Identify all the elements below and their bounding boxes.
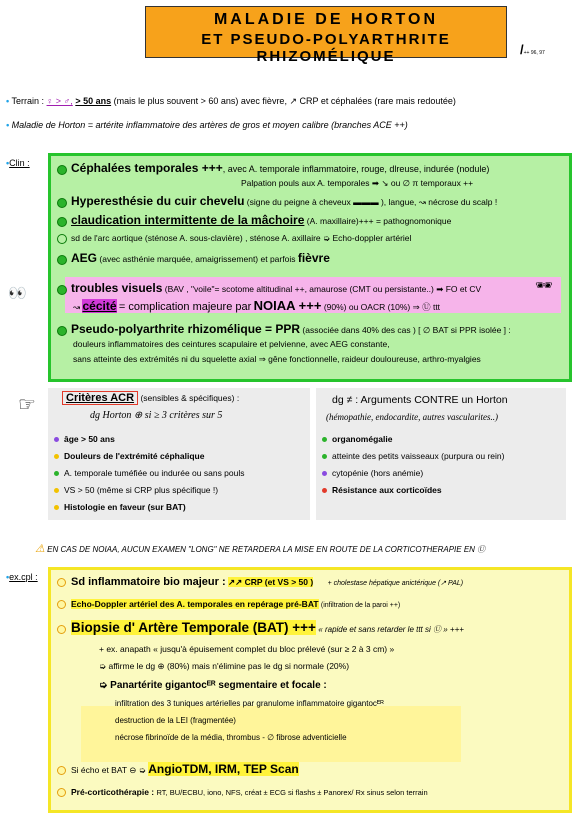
exam-line-11: Pré-corticothérapie : RT, BU/ECBU, iono, NFS, créat ± ECG si flashs ± Panorex/ Rx sinus selon terrain — [57, 787, 428, 797]
clin-line-5: sd de l'arc aortique (sténose A. sous-clavière) , sténose A. axillaire ➭ Echo-doppler artériel — [57, 233, 411, 244]
title-line2: ET PSEUDO-POLYARTHRITE RHIZOMÉLIQUE — [201, 31, 451, 65]
title-box — [145, 6, 507, 65]
exam-line-6: ➭ Panartérite gigantocᴱᴿ segmentaire et focale : — [99, 680, 327, 691]
exam-line-10: Si écho et BAT ⊖ ➭ AngioTDM, IRM, TEP Scan — [57, 762, 299, 776]
clin-line-6: AEG (avec asthénie marquée, amaigrissement) et parfois fièvre — [57, 251, 330, 265]
contre-dot — [322, 437, 327, 442]
contre-subtitle: (hémopathie, endocardite, autres vascularites..) — [326, 412, 499, 422]
corner-mark: /++ 96, 97 — [520, 42, 545, 57]
clin-line-8: ↝ cécité = complication majeure par NOIAA +++ (90%) ou OACR (10%) ⇒ Ⓤ ttt — [73, 298, 441, 313]
exam-line-7: infiltration des 3 tuniques artérielles par granulome inflammatoire gigantocᴱᴿ — [115, 699, 384, 708]
acr-item: âge > 50 ans — [54, 434, 115, 444]
warning-icon: ⚠ — [35, 543, 45, 555]
clin-line-2: Palpation pouls aux A. temporales ➡ ↘ ou ∅ π temporaux ++ — [241, 178, 474, 188]
excpl-label: •ex.cpl : — [6, 572, 38, 582]
clin-line-1: Céphalées temporales +++, avec A. temporale inflammatoire, rouge, dlreuse, indurée (nodule) — [57, 161, 489, 175]
exam-line-1: Sd inflammatoire bio majeur : ↗↗ CRP (et VS > 50 ) + cholestase hépatique anictérique (↗ PAL) — [57, 576, 463, 588]
contre-item: atteinte des petits vaisseaux (purpura ou rein) — [322, 451, 504, 461]
acr-item: Douleurs de l'extrémité céphalique — [54, 451, 204, 461]
acr-item: VS > 50 (même si CRP plus spécifique !) — [54, 485, 218, 495]
exam-line-8: destruction de la LEI (fragmentée) — [115, 716, 236, 725]
acr-subtitle: dg Horton ⊕ si ≥ 3 critères sur 5 — [90, 410, 223, 421]
contre-box — [316, 388, 566, 520]
contre-title: dg ≠ : Arguments CONTRE un Horton — [332, 394, 508, 406]
warning-line: ⚠ EN CAS DE NOIAA, AUCUN EXAMEN "LONG" NE RETARDERA LA MISE EN ROUTE DE LA CORTICOTHERAPIE EN Ⓤ — [35, 543, 486, 555]
acr-dot — [54, 454, 59, 459]
clin-label: •Clin : — [6, 158, 30, 168]
contre-dot — [322, 454, 327, 459]
contre-item: organomégalie — [322, 434, 392, 444]
eyes-icon: 👀 — [8, 285, 27, 302]
exam-line-4: + ex. anapath « jusqu'à épuisement complet du bloc prélevé (sur ≥ 2 à 3 cm) » — [99, 644, 395, 654]
acr-item: A. temporale tuméfiée ou indurée ou sans pouls — [54, 468, 245, 478]
acr-dot — [54, 505, 59, 510]
contre-item: cytopénie (hors anémie) — [322, 468, 423, 478]
exam-line-2: Echo-Doppler artériel des A. temporales en repérage pré-BAT (infiltration de la paroi ++) — [57, 599, 400, 609]
acr-item: Histologie en faveur (sur BAT) — [54, 502, 186, 512]
pointing-hand-icon: ☞ — [18, 394, 36, 416]
contre-dot — [322, 488, 327, 493]
exams-box — [48, 567, 572, 813]
clin-line-9: Pseudo-polyarthrite rhizomélique = PPR (associée dans 40% des cas ) [ ∅ BAT si PPR isolée ] : — [57, 322, 511, 336]
terrain-line: • Terrain : ♀ > ♂, > 50 ans (mais le plus souvent > 60 ans) avec fièvre, ↗ CRP et céphalées (rare mais redoutée) — [6, 96, 456, 106]
clin-line-11: sans atteinte des extrémités ni du squelette axial ⇒ gêne fonctionnelle, raideur douloureuse, arthro-myalgies — [73, 354, 481, 364]
exam-line-9: nécrose fibrinoïde de la média, thrombus - ∅ fibrose adventicielle — [115, 733, 347, 742]
clin-line-7: troubles visuels (BAV , "voile"= scotome altitudinal ++, amaurose (CMT ou persistante..) ➡ FO et CV — [57, 281, 481, 295]
acr-dot — [54, 488, 59, 493]
clin-line-4: claudication intermittente de la mâchoire (A. maxillaire)+++ = pathognomonique — [57, 213, 451, 227]
exam-line-3: Biopsie d' Artère Temporale (BAT) +++ « rapide et sans retarder le ttt si Ⓤ » +++ — [57, 620, 464, 635]
clin-line-10: douleurs inflammatoires des ceintures scapulaire et pelvienne, avec AEG constante, — [73, 339, 390, 349]
title-line1: MALADIE DE HORTON — [213, 11, 439, 28]
contre-item: Résistance aux corticoïdes — [322, 485, 442, 495]
acr-title: Critères ACR (sensibles & spécifiques) : — [62, 392, 239, 404]
acr-box — [48, 388, 310, 520]
exam-line-5: ➭ affirme le dg ⊕ (80%) mais n'élimine pas le dg si normale (20%) — [99, 661, 350, 671]
clin-line-3: Hyperesthésie du cuir chevelu (signe du peigne à cheveux ▬▬▬ ), langue, ↝ nécrose du scalp ! — [57, 194, 497, 208]
definition-line: • Maladie de Horton = artérite inflammatoire des artères de gros et moyen calibre (branches ACE ++) — [6, 120, 408, 130]
contre-dot — [322, 471, 327, 476]
acr-dot — [54, 471, 59, 476]
acr-dot — [54, 437, 59, 442]
sunglasses-icon: 🕶 — [535, 277, 553, 293]
clinical-box — [48, 153, 572, 382]
